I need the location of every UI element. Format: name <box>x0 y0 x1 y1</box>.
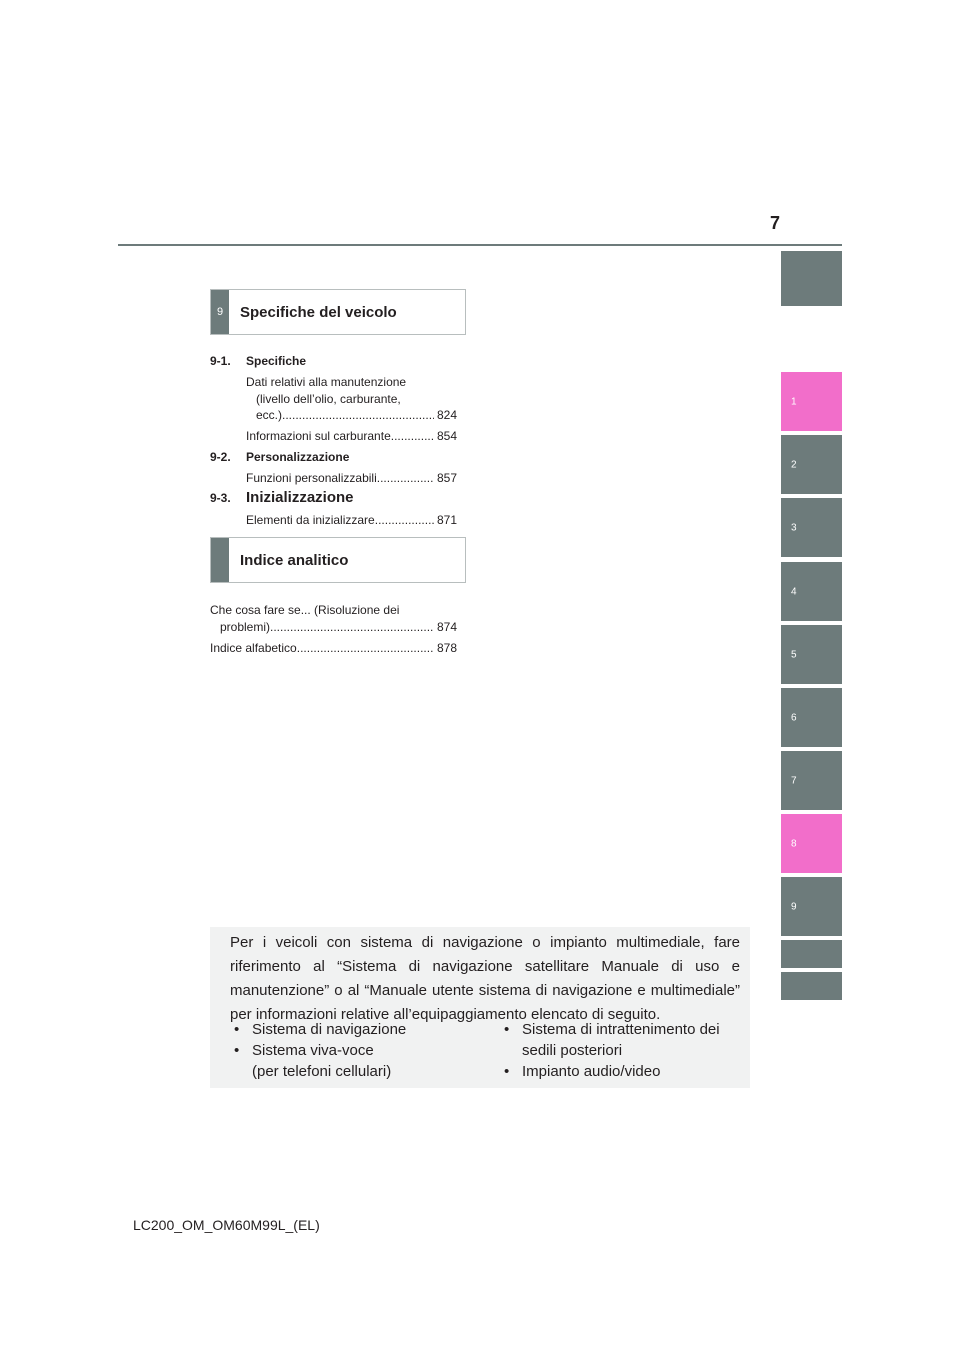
bullet-text: Impianto audio/video <box>522 1063 661 1080</box>
toc-entry-elementi-inizializzare[interactable] <box>246 512 457 529</box>
leader-dots <box>270 619 434 636</box>
page-ref: 874 <box>436 619 457 634</box>
side-tab-label: 3 <box>791 522 797 533</box>
chapter-heading-9-2[interactable] <box>210 450 349 464</box>
info-box <box>210 927 750 1088</box>
entry-text-line: ecc.) <box>256 408 283 422</box>
side-tab-9[interactable] <box>781 877 842 936</box>
page-ref: 871 <box>436 513 457 527</box>
page-ref: 857 <box>436 471 457 485</box>
list-item <box>234 1040 494 1082</box>
side-tab-label: 4 <box>791 586 797 597</box>
list-item <box>504 1061 744 1082</box>
header-divider <box>118 244 842 246</box>
info-text: Per i veicoli con sistema di navigazione o impianto multimediale, fare riferimento al “Sistema di navigazione satellitare Manuale di uso e manutenzione” o al “Manuale utente sistema di navigazione e multimediale” per informazioni relative all’equipaggiamento elencato di seguito. <box>230 934 740 1023</box>
leader-dots <box>282 407 434 424</box>
entry-text-line: (livello dell’olio, carburante, <box>256 391 401 406</box>
entry-text-line: Dati relativi alla manutenzione <box>246 375 407 389</box>
bullet-list-left <box>234 1019 494 1082</box>
list-item <box>234 1019 494 1040</box>
side-tab-7[interactable] <box>781 751 842 810</box>
entry-text: Funzioni personalizzabili <box>246 471 377 485</box>
chapter-number: 9-1. <box>210 354 231 368</box>
leader-dots <box>297 640 434 657</box>
page-number: 7 <box>769 213 780 233</box>
bullet-icon: • <box>234 1021 240 1038</box>
chapter-heading-9-1[interactable] <box>210 354 306 368</box>
toc-entry-info-carburante[interactable] <box>246 428 457 445</box>
section-tab-strip <box>211 538 229 582</box>
side-tab-2[interactable] <box>781 435 842 494</box>
toc-entry-funzioni-personalizzabili[interactable] <box>246 470 457 487</box>
leader-dots <box>375 512 434 529</box>
side-tab-top[interactable] <box>781 251 842 306</box>
entry-text: Informazioni sul carburante <box>246 429 391 443</box>
side-tab-3[interactable] <box>781 498 842 557</box>
side-tab-label: 2 <box>791 459 797 470</box>
page-ref: 878 <box>436 641 457 655</box>
side-tab-4[interactable] <box>781 562 842 621</box>
toc-entry-dati-manutenzione[interactable] <box>246 374 457 424</box>
section-header-specifiche <box>210 289 466 335</box>
section-header-indice <box>210 537 466 583</box>
side-tab-label: 6 <box>791 712 797 723</box>
side-tab-5[interactable] <box>781 625 842 684</box>
side-tab-6[interactable] <box>781 688 842 747</box>
bullet-text: Sistema viva-voce (per telefoni cellulari) <box>252 1042 392 1080</box>
toc-entry-indice-alfabetico[interactable] <box>210 640 457 657</box>
bullet-text: Sistema di intrattenimento dei sedili posteriori <box>522 1021 720 1059</box>
entry-text: Indice alfabetico <box>210 641 297 655</box>
entry-text-line: Che cosa fare se... (Risoluzione dei <box>210 603 400 617</box>
page-ref: 854 <box>436 429 457 443</box>
side-tab-end[interactable] <box>781 972 842 1000</box>
page-ref: 824 <box>436 408 457 422</box>
list-item <box>504 1019 744 1061</box>
toc-entry-risoluzione-problemi[interactable] <box>210 602 457 635</box>
side-tab-label: 1 <box>791 396 797 407</box>
bullet-list-right <box>504 1019 744 1082</box>
chapter-name: Personalizzazione <box>246 450 350 464</box>
entry-text-line: problemi) <box>220 619 271 634</box>
bullet-icon: • <box>234 1042 240 1059</box>
leader-dots <box>377 470 434 487</box>
entry-text: Elementi da inizializzare <box>246 513 375 527</box>
section-number-tab: 9 <box>211 290 229 334</box>
chapter-name: Inizializzazione <box>246 489 354 506</box>
bullet-icon: • <box>504 1063 510 1080</box>
chapter-number: 9-2. <box>210 450 231 464</box>
side-tab-label: 8 <box>791 838 797 849</box>
side-tab-label: 7 <box>791 775 797 786</box>
section-title: Indice analitico <box>240 551 349 569</box>
leader-dots <box>391 428 434 445</box>
document-code: LC200_OM_OM60M99L_(EL) <box>133 1217 320 1233</box>
chapter-number: 9-3. <box>210 491 231 505</box>
section-title: Specifiche del veicolo <box>240 303 397 321</box>
side-tab-1[interactable] <box>781 372 842 431</box>
bullet-icon: • <box>504 1021 510 1038</box>
side-tab-8[interactable] <box>781 814 842 873</box>
side-tab-label: 9 <box>791 901 797 912</box>
bullet-text: Sistema di navigazione <box>252 1021 407 1038</box>
chapter-heading-9-3[interactable] <box>210 489 354 506</box>
side-tab-label: 5 <box>791 649 797 660</box>
chapter-name: Specifiche <box>246 354 307 368</box>
side-tab-index[interactable] <box>781 940 842 968</box>
